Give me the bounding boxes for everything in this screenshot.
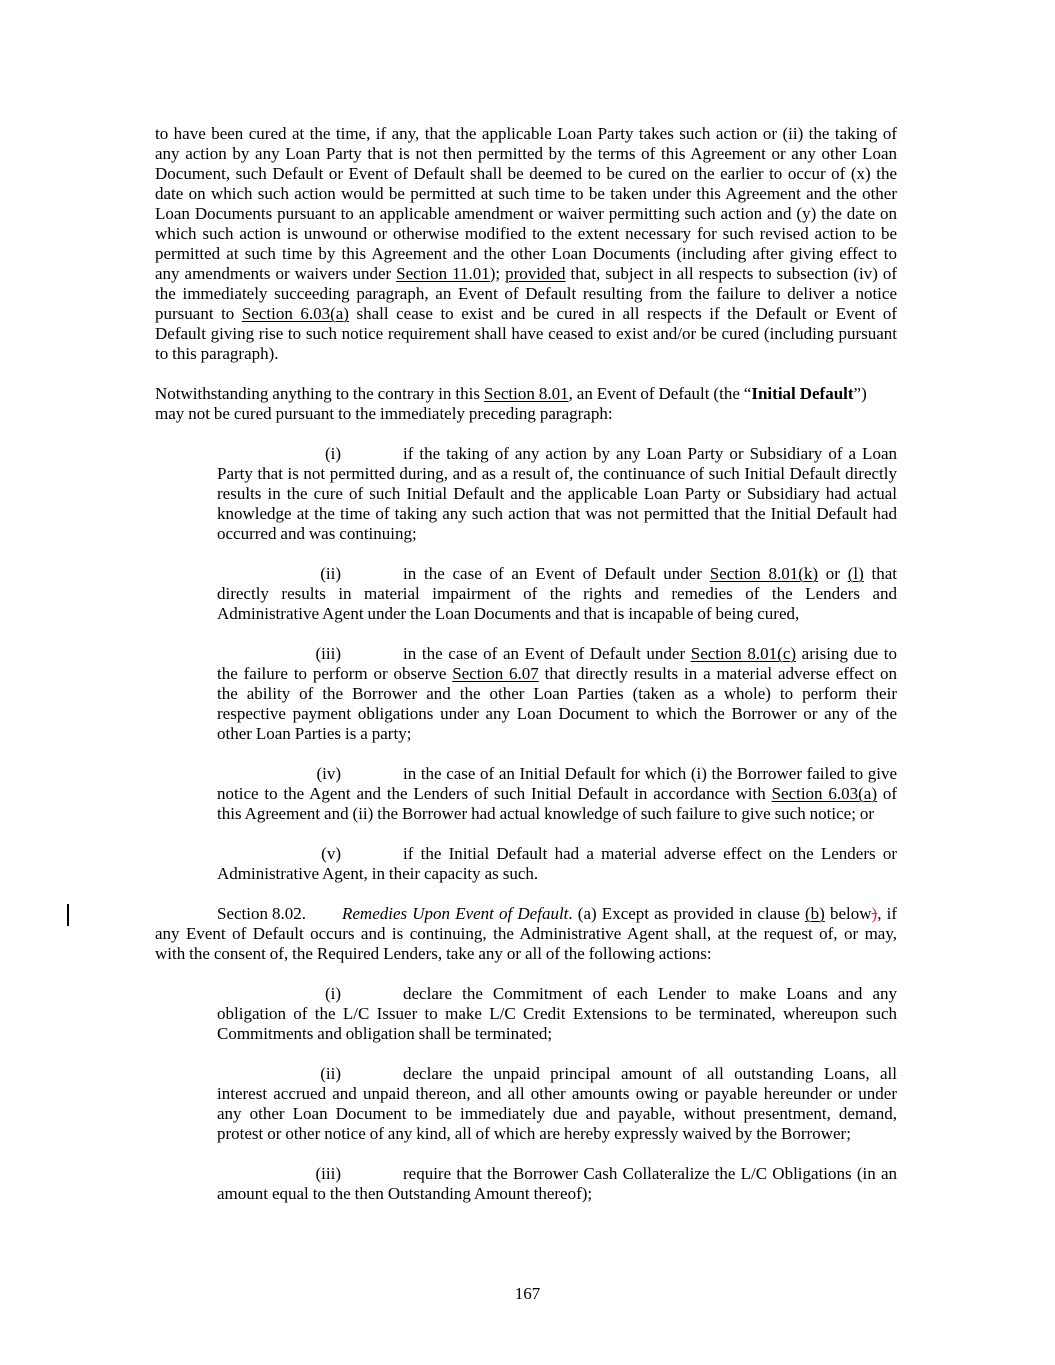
text-run: ”) — [853, 384, 867, 403]
underlined-text: (b) — [805, 904, 825, 923]
text-line — [217, 864, 897, 884]
text-run: the immediately succeeding paragraph, an Event of Default resulting from the failure to deliver a notice — [155, 284, 897, 303]
text-line — [155, 904, 897, 924]
text-run: . (a) Except as provided in clause — [568, 904, 806, 923]
text-line — [217, 664, 897, 684]
text-run: which such action is unwound or otherwise modified to the extent necessary for such revised action to be — [155, 224, 897, 243]
section-8-02-paragraph — [155, 904, 897, 964]
underlined-text: Section 6.03(a) — [771, 784, 877, 803]
cure-exception-ii — [217, 564, 897, 624]
text-line — [155, 184, 897, 204]
text-line — [155, 304, 897, 324]
text-run: or — [818, 564, 848, 583]
text-line — [217, 1124, 897, 1144]
text-run: that directly results in a material adverse effect on — [538, 664, 897, 683]
underlined-text: Section 6.03(a) — [241, 304, 349, 323]
text-line — [155, 164, 897, 184]
text-line — [217, 504, 897, 524]
text-run: Administrative Agent under the Loan Documents and that is incapable of being cured, — [217, 604, 800, 623]
text-line — [217, 704, 897, 724]
text-run: Party that is not permitted during, and as a result of, the continuance of such Initial Default directly — [217, 464, 897, 483]
text-run: ); — [489, 264, 506, 283]
text-line — [217, 484, 897, 504]
text-run: obligation of the L/C Issuer to make L/C Credit Extensions to be terminated, whereupon such — [217, 1004, 897, 1023]
notwithstanding-paragraph — [155, 384, 897, 424]
underlined-text: Section 8.01(k) — [709, 564, 819, 583]
text-line — [155, 404, 897, 424]
text-run: of — [877, 784, 897, 803]
item-label: (iii) — [315, 1164, 341, 1183]
text-run: to this paragraph). — [155, 344, 279, 363]
text-line — [155, 384, 897, 404]
text-run: , if — [877, 904, 897, 923]
item-label: (ii) — [320, 1064, 341, 1083]
text-line — [217, 1104, 897, 1124]
underlined-text: Section 11.01 — [396, 264, 490, 283]
text-run: if the Initial Default had a material adverse effect on the Lenders or — [403, 844, 897, 863]
text-line — [217, 604, 897, 624]
text-run: to have been cured at the time, if any, that the applicable Loan Party takes such action or (ii) the taking of — [155, 124, 897, 143]
text-line — [155, 204, 897, 224]
text-run: any other Loan Document to be immediately due and payable, without presentment, demand, — [217, 1104, 897, 1123]
text-line — [217, 1184, 897, 1204]
text-run: Loan Documents pursuant to an applicable amendment or waiver permitting such action and (y) the date on — [155, 204, 897, 223]
text-run: any Event of Default occurs and is continuing, the Administrative Agent shall, at the request of, or may, — [155, 924, 897, 943]
text-line — [217, 1024, 897, 1044]
text-run: may not be cured pursuant to the immediately preceding paragraph: — [155, 404, 613, 423]
text-line — [217, 524, 897, 544]
text-line — [155, 224, 897, 244]
text-run: protest or other notice of any kind, all of which are hereby expressly waived by the Borrower; — [217, 1124, 851, 1143]
text-run: Notwithstanding anything to the contrary in this — [155, 384, 484, 403]
text-run: Default giving rise to such notice requirement shall have ceased to exist and/or be cured (including pursuant — [155, 324, 897, 343]
text-run: occurred and was continuing; — [217, 524, 417, 543]
text-line — [155, 924, 897, 944]
text-line — [155, 324, 897, 344]
remedy-ii — [217, 1064, 897, 1144]
text-run: pursuant to — [155, 304, 242, 323]
text-line — [155, 344, 897, 364]
text-run: results in the cure of such Initial Default and the applicable Loan Party or Subsidiary had actual — [217, 484, 897, 503]
text-run: notice to the Agent and the Lenders of such Initial Default in accordance with — [217, 784, 772, 803]
underlined-text: Section 8.01(c) — [690, 644, 797, 663]
text-line — [155, 944, 897, 964]
text-line — [217, 584, 897, 604]
text-run: date on which such action would be permitted at such time to be taken under this Agreement and the other — [155, 184, 897, 203]
text-run: with the consent of, the Required Lenders, take any or all of the following actions: — [155, 944, 712, 963]
item-label: (iii) — [315, 644, 341, 663]
underlined-text: provided — [505, 264, 566, 283]
text-run: interest accrued and unpaid thereon, and all other amounts owing or payable hereunder or under — [217, 1084, 897, 1103]
text-line — [217, 464, 897, 484]
section-heading: Remedies Upon Event of Default — [342, 904, 569, 923]
text-line — [155, 284, 897, 304]
text-run: below — [824, 904, 872, 923]
text-run: in the case of an Event of Default under — [403, 564, 710, 583]
text-line — [217, 1084, 897, 1104]
text-line — [155, 124, 897, 144]
text-line — [155, 244, 897, 264]
text-line — [217, 1004, 897, 1024]
text-run: permitted at such time by this Agreement and the other Loan Documents (including after giving effect to — [155, 244, 897, 263]
text-run: Administrative Agent, in their capacity as such. — [217, 864, 539, 883]
text-run: respective payment obligations under any Loan Document to which the Borrower or any of the — [217, 704, 897, 723]
text-run: if the taking of any action by any Loan Party or Subsidiary of a Loan — [403, 444, 897, 463]
text-run: any action by any Loan Party that is not then permitted by the terms of this Agreement or any other Loan — [155, 144, 897, 163]
text-run: declare the unpaid principal amount of all outstanding Loans, all — [403, 1064, 897, 1083]
text-line — [155, 144, 897, 164]
item-label: (i) — [324, 444, 341, 463]
text-run: in the case of an Event of Default under — [403, 644, 691, 663]
page-body — [0, 124, 1055, 1204]
text-run: in the case of an Initial Default for which (i) the Borrower failed to give — [403, 764, 897, 783]
cure-exception-i — [217, 444, 897, 544]
text-line — [155, 264, 897, 284]
text-line — [217, 724, 897, 744]
text-line — [217, 804, 897, 824]
text-run: , an Event of Default (the “ — [568, 384, 752, 403]
text-run: declare the Commitment of each Lender to make Loans and any — [403, 984, 897, 1003]
cure-exception-iii — [217, 644, 897, 744]
remedy-iii — [217, 1164, 897, 1204]
text-run: Document, such Default or Event of Default shall be deemed to be cured on the earlier to occur of (x) the — [155, 164, 897, 183]
carryover-paragraph — [155, 124, 897, 364]
text-line — [217, 784, 897, 804]
text-run: arising due to — [796, 644, 898, 663]
text-run: the failure to perform or observe — [217, 664, 453, 683]
text-run: that — [863, 564, 898, 583]
cure-exception-v — [217, 844, 897, 884]
text-run: Commitments and obligation shall be terminated; — [217, 1024, 553, 1043]
page-number: 167 — [514, 1284, 541, 1303]
text-run: that, subject in all respects to subsection (iv) of — [565, 264, 897, 283]
text-run: shall cease to exist and be cured in all respects if the Default or Event of — [348, 304, 898, 323]
item-label: (ii) — [320, 564, 341, 583]
text-run: knowledge at the time of taking any such action that was not permitted that the Initial Default had — [217, 504, 897, 523]
text-run: directly results in material impairment of the rights and remedies of the Lenders and — [217, 584, 897, 603]
remedy-i — [217, 984, 897, 1044]
text-run: other Loan Parties is a party; — [217, 724, 412, 743]
defined-term: Initial Default — [751, 384, 854, 403]
text-line — [217, 684, 897, 704]
deleted-text-revision: ) — [871, 904, 878, 923]
text-run: any amendments or waivers under — [155, 264, 397, 283]
item-label: (i) — [324, 984, 341, 1003]
cure-exception-iv — [217, 764, 897, 824]
underlined-text: Section 8.01 — [483, 384, 569, 403]
item-label: (iv) — [316, 764, 341, 783]
text-run: the ability of the Borrower and the other Loan Parties (taken as a whole) to perform their — [217, 684, 897, 703]
text-run: require that the Borrower Cash Collateralize the L/C Obligations (in an — [403, 1164, 897, 1183]
text-run: this Agreement and (ii) the Borrower had actual knowledge of such failure to give such notice; or — [217, 804, 875, 823]
section-number: Section 8.02. — [217, 904, 306, 923]
text-run: amount equal to the then Outstanding Amount thereof); — [217, 1184, 593, 1203]
underlined-text: Section 6.07 — [452, 664, 539, 683]
item-label: (v) — [321, 844, 341, 863]
underlined-text: (l) — [847, 564, 864, 583]
